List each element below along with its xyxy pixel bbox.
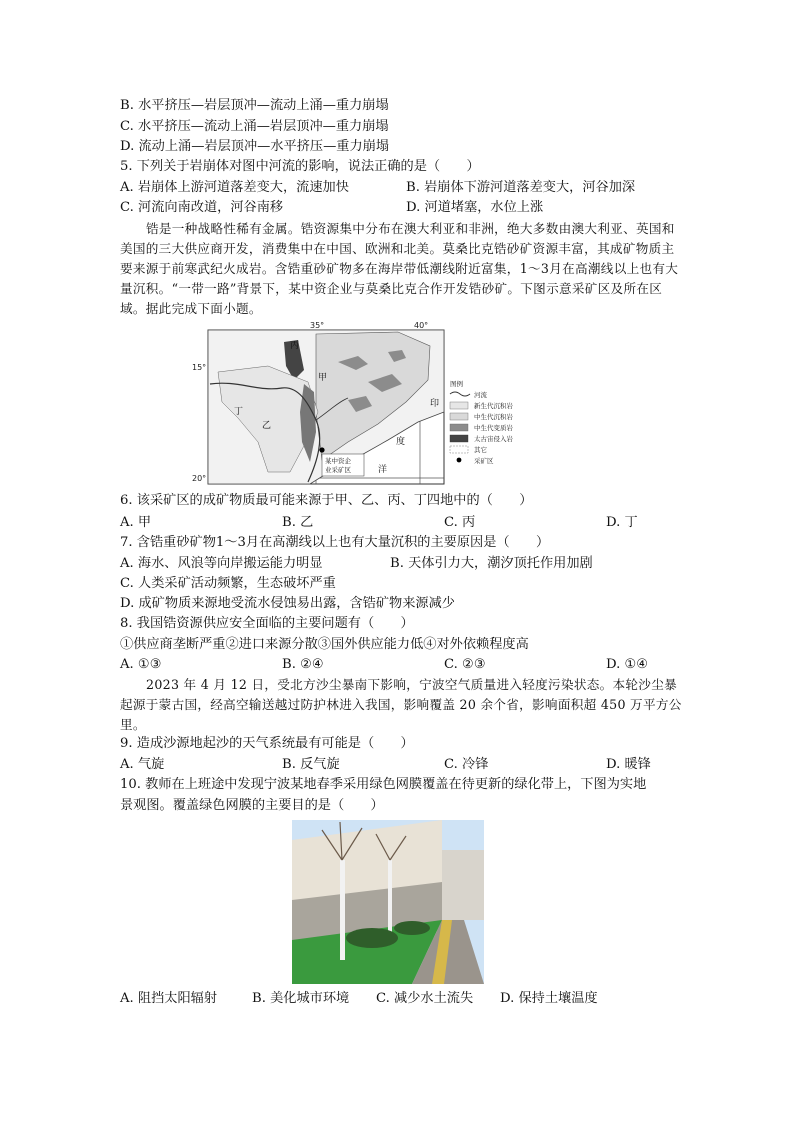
q10-option-c: C. 减少水土流失 [376,991,474,1006]
passage-zirconium [120,219,682,319]
q4-option-c: C. 水平挤压—流动上涌—岩层顶冲—重力崩塌 [120,119,389,134]
q6-option-b: B. 乙 [282,515,314,530]
photo-tree-trunk-2 [388,860,392,940]
q8-option-a: A. ①③ [120,657,162,672]
q8-option-d: D. ①④ [606,657,649,672]
q6-option-d: D. 丁 [606,515,638,530]
q7-stem: 7. 含锆重砂矿物1～3月在高潮线以上也有大量沉积的主要原因是（ ） [120,535,550,550]
legend-mine: 采矿区 [474,457,494,465]
legend-title: 图例 [450,380,463,388]
lat-15-label: 15° [192,363,207,372]
label-sea-yin: 印 [430,399,440,409]
label-bing: 丙 [290,341,300,351]
mine-label-line1: 某中资企 [325,457,351,465]
label-yi: 乙 [262,421,272,431]
lon-40-label: 40° [414,321,429,330]
lon-35-label: 35° [310,321,325,330]
q7-option-d: D. 成矿物质来源地受流水侵蚀易出露，含锆矿物来源减少 [120,596,455,611]
q8-option-c: C. ②③ [444,657,486,672]
legend-archean: 太古宙侵入岩 [474,435,513,443]
passage-sandstorm [120,675,682,735]
passage-zirconium-text: 锆是一种战略性稀有金属。锆资源集中分布在澳大利亚和非洲，绝大多数由澳大利亚、英国和美国的三大供应商开发，消费集中在中国、欧洲和北美。莫桑比克锆砂矿资源丰富，其成矿物质主要来源于前寒武纪火成岩。含锆重砂矿物多在海岸带低潮线附近富集，1～3月在高潮线以上也有大量沉积。“一带一路”背景下，某中资企业与莫桑比克合作开发锆砂矿。下图示意采矿区及所在区域。据此完成下面小题。 [120,221,679,316]
q7-option-b: B. 天体引力大，潮汐顶托作用加剧 [390,556,593,571]
legend-metamorphic: 中生代变质岩 [474,424,513,432]
label-ding: 丁 [234,407,244,417]
label-sea-yang: 洋 [378,465,388,475]
q8-items: ①供应商垄断严重②进口来源分散③国外供应能力低④对外依赖程度高 [120,637,529,652]
q4-option-d: D. 流动上涌—岩层顶冲—水平挤压—重力崩塌 [120,139,390,154]
q6-option-a: A. 甲 [120,515,152,530]
label-jia: 甲 [318,373,328,383]
q6-option-c: C. 丙 [444,515,476,530]
q5-option-b: B. 岩崩体下游河道落差变大，河谷加深 [406,180,636,195]
q6-stem: 6. 该采矿区的成矿物质最可能来源于甲、乙、丙、丁四地中的（ ） [120,493,533,508]
legend-other-swatch [450,446,468,453]
q7-option-a: A. 海水、风浪等向岸搬运能力明显 [120,556,323,571]
q10-option-a: A. 阻挡太阳辐射 [120,991,218,1006]
q10-option-d: D. 保持土壤温度 [500,991,598,1006]
label-sea-du: 度 [396,437,406,447]
q9-option-b: B. 反气旋 [282,757,340,772]
legend-mesozoic-sed: 中生代沉积岩 [474,413,513,421]
q5-option-a: A. 岩崩体上游河道落差变大，流速加快 [120,180,349,195]
q10-stem-line1: 10. 教师在上班途中发现宁波某地春季采用绿色网膜覆盖在待更新的绿化带上，下图为实地 [120,777,647,792]
photo-shrubs-2 [394,921,430,935]
mine-site-dot [319,447,324,452]
legend-cenozoic-swatch [450,402,468,409]
q8-stem: 8. 我国锆资源供应安全面临的主要问题有（ ） [120,616,414,631]
q5-stem: 5. 下列关于岩崩体对图中河流的影响，说法正确的是（ ） [120,159,480,174]
q9-option-a: A. 气旋 [120,757,165,772]
passage-sandstorm-text: 2023 年 4 月 12 日，受北方沙尘暴南下影响，宁波空气质量进入轻度污染状态。本轮沙尘暴起源于蒙古国，经高空输送越过防护林进入我国，影响覆盖 20 余个省，影响面积超 450 万平方公里。 [120,677,682,732]
legend-archean-swatch [450,435,468,442]
legend-river: 河流 [474,391,487,399]
q9-option-c: C. 冷锋 [444,757,489,772]
mining-area-map [192,321,530,488]
q9-option-d: D. 暖锋 [606,757,651,772]
mine-label-line2: 业采矿区 [325,466,351,474]
lat-20-label: 20° [192,474,207,483]
legend-river-icon [450,392,470,396]
green-mesh-photo [292,820,484,984]
q9-stem: 9. 造成沙源地起沙的天气系统最有可能是（ ） [120,736,414,751]
q5-option-d: D. 河道堵塞，水位上涨 [406,200,544,215]
photo-shrubs [346,928,398,948]
q4-option-b: B. 水平挤压—岩层顶冲—流动上涌—重力崩塌 [120,98,389,113]
legend-mine-icon [457,458,462,463]
q10-stem-line2: 景观图。覆盖绿色网膜的主要目的是（ ） [120,798,384,813]
q7-option-c: C. 人类采矿活动频繁，生态破坏严重 [120,576,336,591]
q10-option-b: B. 美化城市环境 [252,991,350,1006]
legend-metamorphic-swatch [450,424,468,431]
legend-other: 其它 [474,446,487,454]
photo-far-building [442,850,484,920]
legend-mesozoic-sed-swatch [450,413,468,420]
legend-cenozoic: 新生代沉积岩 [474,402,513,410]
map-legend [450,379,514,465]
q5-option-c: C. 河流向南改道，河谷南移 [120,200,284,215]
photo-tree-trunk-1 [340,860,345,960]
q8-option-b: B. ②④ [282,657,324,672]
